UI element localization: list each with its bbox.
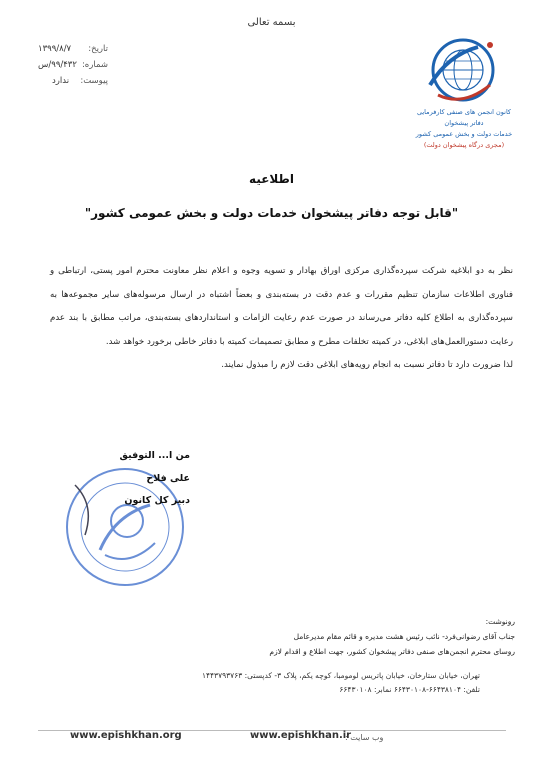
cc-label: رونوشت: [485,617,515,626]
body-paragraph-2: لذا ضرورت دارد تا دفاتر نسبت به انجام رویه‌های ابلاغی دقت لازم را مبذول نمایند. [221,360,513,370]
logo-text [412,107,516,151]
date-value: ۱۳۹۹/۸/۷ [38,44,72,54]
address-line-1: تهران، خیابان ستارخان، خیابان پاتریس لومومبا، کوچه یکم، پلاک ۳- کدپستی: ۱۴۴۳۷۹۳۷۶۳ [201,671,480,680]
notice-body [50,260,513,378]
attachment-row [40,76,108,86]
page-title: اطلاعیه [249,172,294,186]
signature-title: دبیر کل کانون [124,495,190,506]
cc-item-2: روسای محترم انجمن‌های صنفی دفاتر پیشخوان کشور، جهت اطلاع و اقدام لازم [269,647,515,656]
website-link-ir[interactable]: www.epishkhan.ir [250,730,352,741]
number-label: شماره: [81,60,108,70]
logo-line-1: کانون انجمن های صنفی کارفرمایی دفاتر پیشخوان [416,108,512,127]
basmala: بسمه تعالی [247,17,296,28]
address-line-2: تلفن: ۶۶۴۳۸۱۰۴-۶۶۴۳۰۱۰۸ نمابر: ۶۶۴۳۰۱۰۸ [339,685,480,694]
attachment-value: ندارد [52,76,70,86]
signature-line-1: من ا... التوفیق [119,450,190,461]
websites-label: وب سایت : [345,733,384,742]
logo-line-2: خدمات دولت و بخش عمومی کشور [415,130,513,138]
subject-heading: "قابل توجه دفاتر پیشخوان خدمات دولت و بخش عمومی کشور" [84,206,459,220]
signature-name: علی فلاح [146,473,190,484]
number-value: ۹۹/۴۳۲/س [38,60,77,70]
logo-line-3: (مجری درگاه پیشخوان دولت) [423,141,505,149]
date-label: تاریخ: [88,44,108,54]
body-paragraph-1: نظر به دو ابلاغیه شرکت سپرده‌گذاری مرکزی اوراق بهادار و تسویه وجوه و اعلام نظر معاونت محترم امور پستی، ارتباطی و فناوری اطلاعات سازمان تنظیم مقررات و عدم دقت در بسته‌بندی و بعضاً اشتباه در ارسال مرسوله‌های سایر مجموعه‌ها به سپرده‌گذاری به اطلاع کلیه دفاتر می‌رساند در صورت عدم رعایت الزامات و استانداردهای بسته‌بندی، مراتب مطابق با بند عدم رعایت دستورالعمل‌های ابلاغی، در کمیته تخلفات مطرح و مطابق تصمیمات کمیته با دفاتر خاطی برخورد خواهد شد. [50,266,513,347]
cc-item-1: جناب آقای رضوانی‌فرد- نائب رئیس هشت مدیره و قائم مقام مدیرعامل [293,632,515,641]
attachment-label: پیوست: [80,76,108,86]
website-link-org[interactable]: www.epishkhan.org [70,730,182,741]
